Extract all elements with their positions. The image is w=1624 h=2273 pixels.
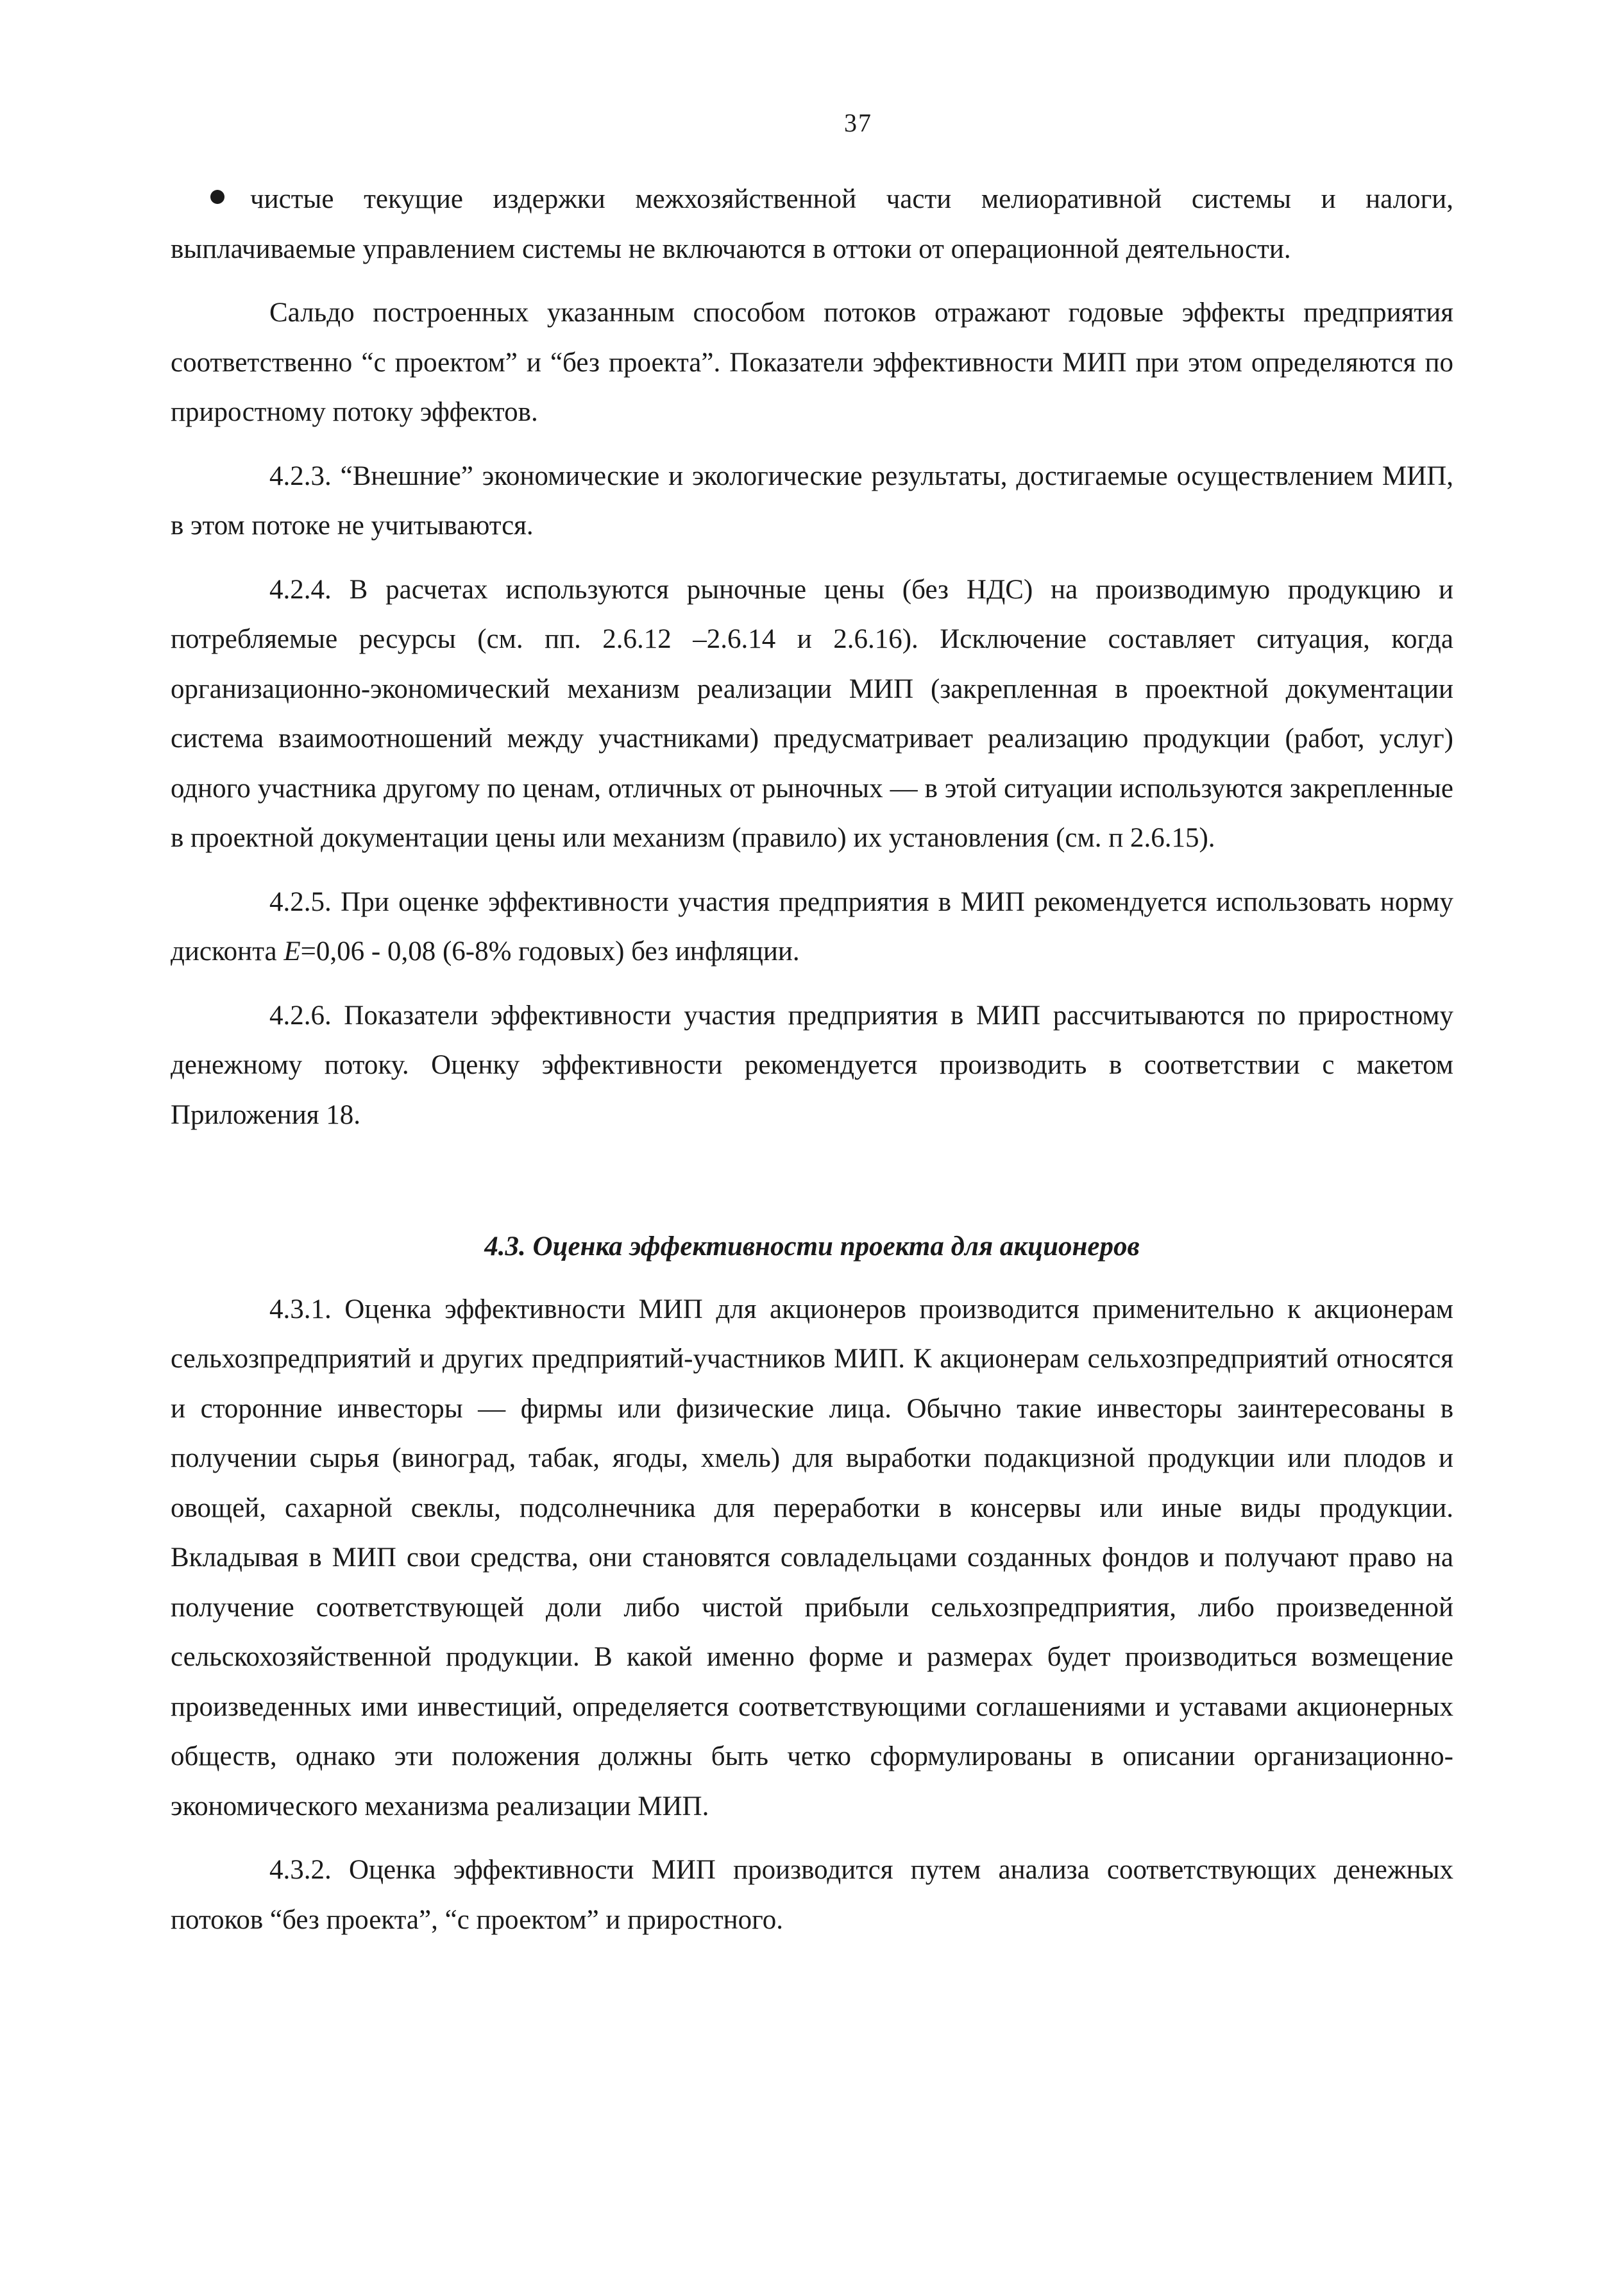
spacer <box>171 1272 1453 1285</box>
bullet-icon <box>210 190 224 204</box>
paragraph-saldo: Сальдо построенных указанным способом потоков отражают годовые эффекты предприятия соответственно “с проектом” и “без проекта”. Показатели эффективности МИП при этом определяются по приростному потоку эффектов. <box>171 298 1453 427</box>
paragraph-4-3-1: 4.3.1. Оценка эффективности МИП для акционеров производится применительно к акционерам сельхозпредприятий и других предприятий-участников МИП. К акционерам сельхозпредприятий относятся и сторонние инвесторы — фирмы или физические лица. Обычно такие инвесторы заинтересованы в получении сырья (виноград, табак, ягоды, хмель) для выработки подакцизной продукции или плодов и овощей, сахарной свеклы, подсолнечника для переработки в консервы или иные виды продукции. Вкладывая в МИП свои средства, они становятся совладельцами созданных фондов и получают право на получение соответствующей доли либо чистой прибыли сельхозпредприятия, либо произведенной сельскохозяйственной продукции. В какой именно форме и размерах будет производиться возмещение произведенных ими инвестиций, определяется соответствующими соглашениями и уставами акционерных обществ, однако эти положения должны быть четко сформулированы в описании организационно-экономического механизма реализации МИП. <box>171 1294 1453 1821</box>
page-number: 37 <box>844 108 872 137</box>
spacer <box>171 863 1453 877</box>
section-heading: 4.3. Оценка эффективности проекта для акционеров <box>484 1231 1140 1262</box>
paragraph-4-2-5-text-after: =0,06 - 0,08 (6-8% годовых) без инфляции. <box>300 936 800 967</box>
paragraph-4-2-6: 4.2.6. Показатели эффективности участия предприятия в МИП рассчитываются по приростному денежному потоку. Оценку эффективности рекомендуется производить в соответствии с макетом Приложения 18. <box>171 1000 1453 1130</box>
spacer <box>171 1831 1453 1845</box>
paragraph-4-2-4: 4.2.4. В расчетах используются рыночные цены (без НДС) на производимую продукцию и потребляемые ресурсы (см. пп. 2.6.12 –2.6.14 и 2.6.16). Исключение составляет ситуация, когда организационно-экономический механизм реализации МИП (закрепленная в проектной документации система взаимоотношений между участниками) предусматривает реализацию продукции (работ, услуг) одного участника другому по ценам, отличных от рыночных — в этой ситуации используются закрепленные в проектной документации цены или механизм (правило) их установления (см. п 2.6.15). <box>171 574 1453 853</box>
bullet-item-text: чистые текущие издержки межхозяйственной части мелиоративной системы и налоги, выплачиваемые управлением системы не включаются в оттоки от операционной деятельности. <box>171 184 1453 264</box>
spacer <box>171 551 1453 565</box>
spacer <box>171 437 1453 452</box>
bullet-list-item <box>171 174 1453 274</box>
paragraph-4-3-2: 4.3.2. Оценка эффективности МИП производится путем анализа соответствующих денежных потоков “без проекта”, “с проектом” и приростного. <box>171 1855 1453 1935</box>
page-body <box>171 174 1453 1945</box>
spacer <box>171 977 1453 991</box>
paragraph-4-2-5-text-before: 4.2.5. При оценке эффективности участия предприятия в МИП рекомендуется использовать норму дисконта <box>171 886 1453 967</box>
discount-rate-variable: E <box>283 936 301 967</box>
spacer <box>171 1140 1453 1222</box>
spacer <box>171 274 1453 288</box>
paragraph-4-2-5 <box>171 877 1453 977</box>
paragraph-4-2-3: 4.2.3. “Внешние” экономические и экологические результаты, достигаемые осуществлением МИП, в этом потоке не учитываются. <box>171 461 1453 541</box>
